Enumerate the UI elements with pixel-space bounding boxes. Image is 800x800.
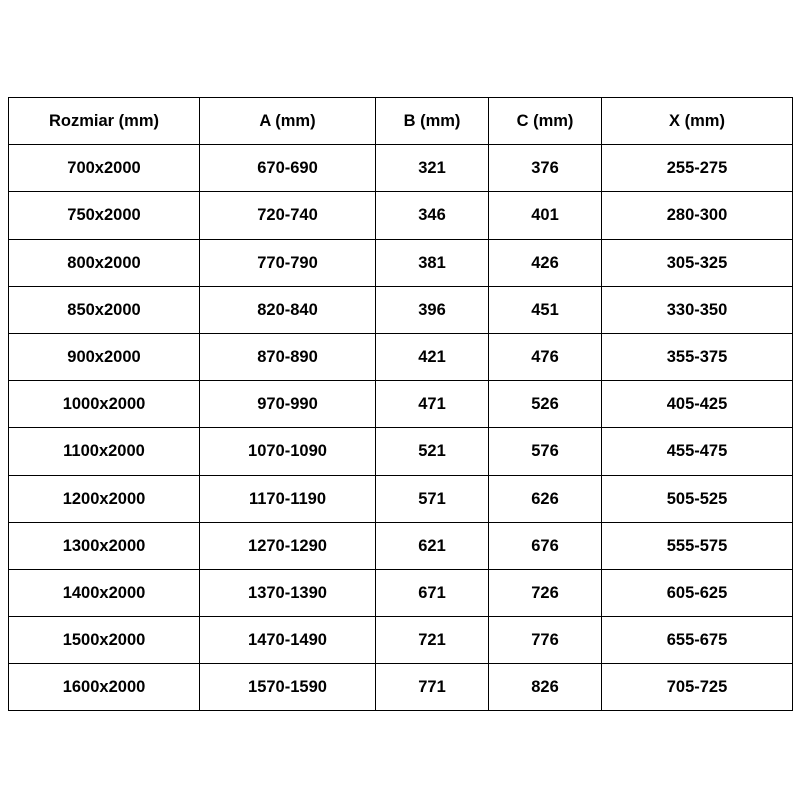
cell-b: 346 — [376, 192, 489, 239]
column-header-b: B (mm) — [376, 98, 489, 145]
cell-size: 1500x2000 — [9, 617, 200, 664]
cell-x: 330-350 — [602, 286, 793, 333]
table-header-row — [9, 98, 793, 145]
cell-a: 1170-1190 — [200, 475, 376, 522]
cell-b: 771 — [376, 664, 489, 711]
table-row — [9, 664, 793, 711]
cell-size: 850x2000 — [9, 286, 200, 333]
cell-b: 396 — [376, 286, 489, 333]
cell-size: 750x2000 — [9, 192, 200, 239]
size-table — [8, 97, 793, 711]
cell-size: 1100x2000 — [9, 428, 200, 475]
cell-x: 505-525 — [602, 475, 793, 522]
cell-c: 376 — [489, 145, 602, 192]
table-row — [9, 381, 793, 428]
cell-c: 676 — [489, 522, 602, 569]
cell-b: 321 — [376, 145, 489, 192]
table-row — [9, 286, 793, 333]
column-header-a: A (mm) — [200, 98, 376, 145]
cell-x: 705-725 — [602, 664, 793, 711]
cell-a: 770-790 — [200, 239, 376, 286]
table-row — [9, 145, 793, 192]
cell-size: 700x2000 — [9, 145, 200, 192]
column-header-c: C (mm) — [489, 98, 602, 145]
column-header-x: X (mm) — [602, 98, 793, 145]
cell-c: 576 — [489, 428, 602, 475]
cell-b: 671 — [376, 569, 489, 616]
cell-a: 670-690 — [200, 145, 376, 192]
cell-size: 1400x2000 — [9, 569, 200, 616]
cell-c: 776 — [489, 617, 602, 664]
table-row — [9, 617, 793, 664]
cell-c: 426 — [489, 239, 602, 286]
cell-b: 721 — [376, 617, 489, 664]
cell-x: 305-325 — [602, 239, 793, 286]
cell-size: 1600x2000 — [9, 664, 200, 711]
column-header-rozmiar: Rozmiar (mm) — [9, 98, 200, 145]
cell-a: 1570-1590 — [200, 664, 376, 711]
cell-x: 280-300 — [602, 192, 793, 239]
table-row — [9, 333, 793, 380]
cell-size: 900x2000 — [9, 333, 200, 380]
cell-b: 521 — [376, 428, 489, 475]
cell-a: 870-890 — [200, 333, 376, 380]
cell-c: 526 — [489, 381, 602, 428]
cell-x: 655-675 — [602, 617, 793, 664]
cell-a: 1070-1090 — [200, 428, 376, 475]
table-row — [9, 522, 793, 569]
table-body — [9, 145, 793, 711]
cell-x: 605-625 — [602, 569, 793, 616]
table-row — [9, 569, 793, 616]
cell-size: 800x2000 — [9, 239, 200, 286]
cell-c: 476 — [489, 333, 602, 380]
table-row — [9, 192, 793, 239]
size-table-container — [8, 97, 792, 711]
table-row — [9, 475, 793, 522]
cell-a: 1470-1490 — [200, 617, 376, 664]
cell-a: 720-740 — [200, 192, 376, 239]
cell-c: 726 — [489, 569, 602, 616]
cell-c: 401 — [489, 192, 602, 239]
cell-c: 451 — [489, 286, 602, 333]
cell-a: 1370-1390 — [200, 569, 376, 616]
table-row — [9, 428, 793, 475]
cell-a: 820-840 — [200, 286, 376, 333]
cell-x: 455-475 — [602, 428, 793, 475]
cell-size: 1200x2000 — [9, 475, 200, 522]
cell-x: 255-275 — [602, 145, 793, 192]
table-header — [9, 98, 793, 145]
cell-x: 555-575 — [602, 522, 793, 569]
cell-size: 1000x2000 — [9, 381, 200, 428]
cell-c: 626 — [489, 475, 602, 522]
table-row — [9, 239, 793, 286]
cell-x: 355-375 — [602, 333, 793, 380]
cell-b: 381 — [376, 239, 489, 286]
cell-a: 970-990 — [200, 381, 376, 428]
cell-size: 1300x2000 — [9, 522, 200, 569]
cell-b: 621 — [376, 522, 489, 569]
cell-a: 1270-1290 — [200, 522, 376, 569]
cell-c: 826 — [489, 664, 602, 711]
cell-b: 571 — [376, 475, 489, 522]
cell-x: 405-425 — [602, 381, 793, 428]
cell-b: 471 — [376, 381, 489, 428]
cell-b: 421 — [376, 333, 489, 380]
